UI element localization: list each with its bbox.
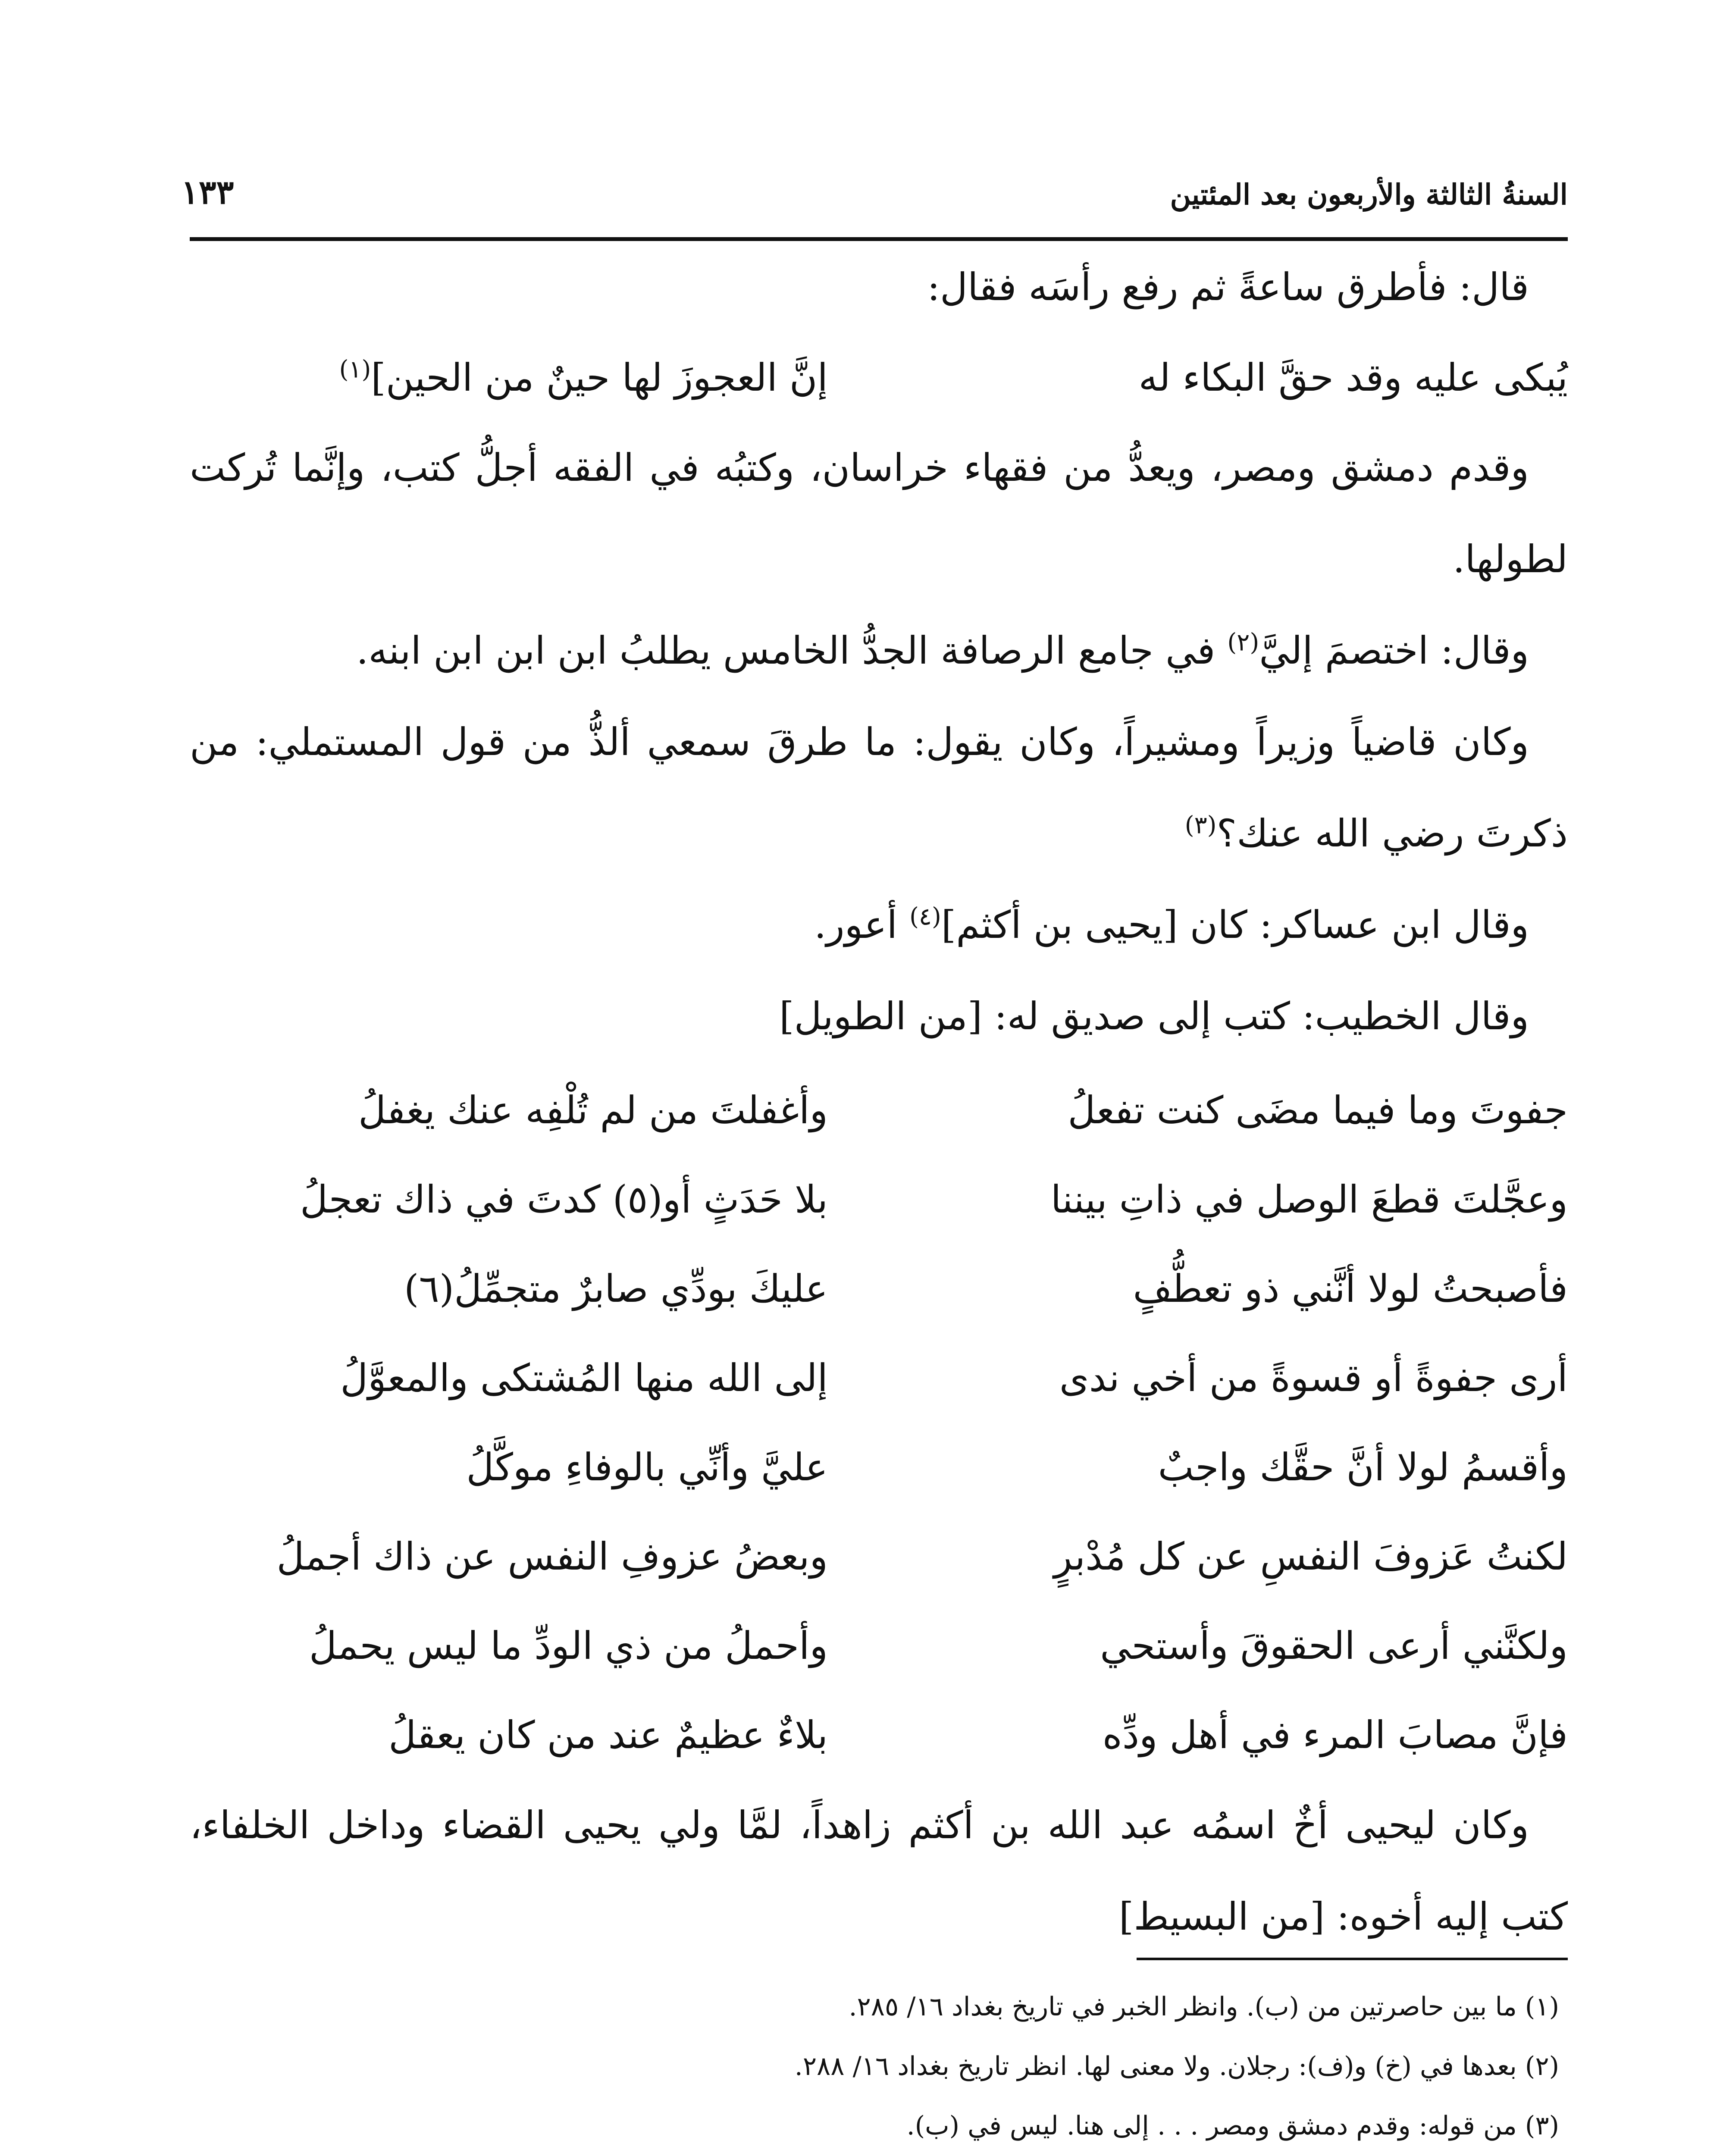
verse-hemistich-first: يُبكى عليه وقد حقَّ البكاء له	[1138, 355, 1568, 400]
footnotes	[190, 1977, 1568, 2156]
header-rule	[190, 237, 1568, 241]
footnote: (١) ما بين حاصرتين من (ب). وانظر الخبر في تاريخ بغداد ١٦/ ٢٨٥.	[849, 1992, 1559, 2022]
footnote-marker: (٢)	[1227, 628, 1259, 657]
main-text	[190, 241, 1568, 1962]
paragraph: قال: فأطرق ساعةً ثم رفع رأسَه فقال:	[927, 265, 1529, 309]
verse-hemistich-first: أرى جفوةً أو قسوةً من أخي ندى	[1059, 1356, 1568, 1400]
footnote-marker: (١)	[339, 355, 371, 384]
paragraph-text: وقال ابن عساكر: كان [يحيى بن أكثم]	[941, 903, 1529, 947]
footnote-marker: (٤)	[909, 903, 941, 931]
verse-hemistich-first: وعجَّلتَ قطعَ الوصل في ذاتِ بيننا	[1050, 1177, 1568, 1222]
verse-hemistich-second: عليَّ وأنِّي بالوفاءِ موكَّلُ	[466, 1445, 828, 1489]
paragraph: وكان ليحيى أخٌ اسمُه عبد الله بن أكثم زاهداً، لمَّا ولي يحيى القضاء وداخل الخلفاء، كتب إليه أخوه: [من البسيط]	[190, 1803, 1568, 1939]
page-header	[181, 164, 1568, 211]
verse-hemistich-first: فأصبحتُ لولا أنَّني ذو تعطُّفٍ	[1133, 1266, 1568, 1311]
paragraph	[190, 879, 1568, 971]
verse-hemistich-first: لكنتُ عَزوفَ النفسِ عن كل مُدْبرٍ	[1054, 1534, 1568, 1579]
verse-hemistich-first: جفوتَ وما فيما مضَى كنت تفعلُ	[1068, 1088, 1568, 1132]
running-title: السنةُ الثالثة والأربعون بعد المئتين	[1170, 178, 1568, 211]
verse-line	[190, 1065, 1568, 1155]
verse-line	[190, 1244, 1568, 1333]
paragraph	[190, 696, 1568, 879]
verse-hemistich-first: وأقسمُ لولا أنَّ حقَّك واجبٌ	[1158, 1445, 1568, 1489]
verse-hemistich-second	[190, 355, 828, 400]
footnote: (٢) بعدها في (خ) و(ف): رجلان. ولا معنى لها. انظر تاريخ بغداد ١٦/ ٢٨٨.	[794, 2051, 1559, 2081]
footnote-marker: (٣)	[1184, 811, 1217, 840]
paragraph-text: أعور.	[814, 903, 898, 947]
footnote: (٣) من قوله: وقدم دمشق ومصر . . . إلى هنا. ليس في (ب).	[906, 2111, 1559, 2141]
verse-hemistich-second: وبعضُ عزوفِ النفس عن ذاك أجملُ	[276, 1534, 828, 1579]
paragraph	[190, 605, 1568, 696]
page-number: ١٣٣	[181, 173, 234, 211]
paragraph: وقدم دمشق ومصر، ويعدُّ من فقهاء خراسان، وكتبُه في الفقه أجلُّ كتب، وإنَّما تُركت لطولها.	[190, 445, 1568, 581]
verse-hemistich-second: عليكَ بودِّي صابرٌ متجمِّلُ(٦)	[404, 1266, 828, 1311]
verse-hemistich-first: فإنَّ مصابَ المرء في أهل ودِّه	[1102, 1713, 1568, 1757]
verse-line	[190, 1601, 1568, 1690]
verse-hemistich-second: إلى الله منها المُشتكى والمعوَّلُ	[340, 1356, 828, 1400]
verse-hemistich-second: وأغفلتَ من لم تُلْفِه عنك يغفلُ	[358, 1088, 828, 1132]
verse-hemistich-first: ولكنَّني أرعى الحقوقَ وأستحي	[1100, 1623, 1568, 1668]
verse-text: إنَّ العجوزَ لها حينٌ من الحين]	[371, 355, 828, 400]
verse-line	[190, 1690, 1568, 1780]
verse-line	[190, 1155, 1568, 1244]
paragraph-text: في جامع الرصافة الجدُّ الخامس يطلبُ ابن ابن ابن ابنه.	[356, 628, 1215, 673]
footnote-rule	[1137, 1958, 1568, 1960]
verse-line	[190, 333, 1568, 422]
paragraph-text: وقال: اختصمَ إليَّ	[1259, 628, 1529, 673]
paragraph-text: وكان قاضياً وزيراً ومشيراً، وكان يقول: ما طرقَ سمعي ألذُّ من قول المستملي: من ذكرتَ رضي الله عنك؟	[190, 720, 1568, 856]
verse-line	[190, 1333, 1568, 1423]
verse-hemistich-second: بلاءٌ عظيمٌ عند من كان يعقلُ	[388, 1713, 828, 1757]
poem	[190, 1065, 1568, 1780]
verse-line	[190, 1423, 1568, 1512]
verse-line	[190, 1512, 1568, 1601]
verse-hemistich-second: بلا حَدَثٍ أو(٥) كدتَ في ذاك تعجلُ	[300, 1177, 828, 1222]
paragraph: وقال الخطيب: كتب إلى صديق له: [من الطويل]	[779, 994, 1529, 1038]
verse-hemistich-second: وأحملُ من ذي الودِّ ما ليس يحملُ	[309, 1623, 828, 1668]
